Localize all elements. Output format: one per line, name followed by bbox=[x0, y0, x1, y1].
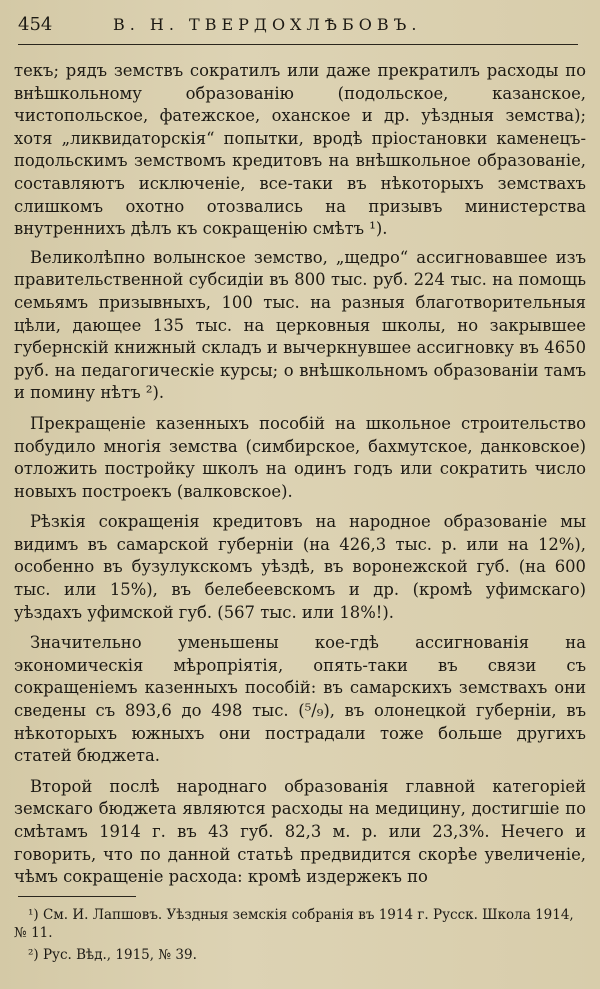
footnote-2: ²) Рус. Вѣд., 1915, № 39. bbox=[28, 947, 197, 963]
footnote-rule bbox=[18, 896, 136, 897]
paragraph-3: Прекращеніе казенныхъ пособій на школьное строительство побудило многія земства (симбирское, бахмутское, данковское) отложить постройку школъ на одинъ годъ или сократить число новыхъ построекъ (валковское). bbox=[14, 413, 586, 501]
footnotes bbox=[14, 906, 586, 968]
page-number: 454 bbox=[18, 14, 53, 35]
paragraph-2: Великолѣпно волынское земство, „щедро“ ассигновавшее изъ правительственной субсидіи въ 800 тыс. руб. 224 тыс. на помощь семьямъ призывныхъ, 100 тыс. на разныя благотворительныя цѣли, дающее 135 тыс. на церковныя школы, но закрывшее губернскій книжный складъ и вычеркнувшее ассигновку въ 4650 руб. на педагогическіе курсы; о внѣшкольномъ образованіи тамъ и помину нѣтъ ²). bbox=[14, 247, 586, 403]
page-body bbox=[14, 60, 586, 897]
header-rule bbox=[18, 44, 578, 45]
running-head: В. Н. ТВЕРДОХЛѢБОВЪ. bbox=[113, 15, 422, 34]
paragraph-5: Значительно уменьшены кое-гдѣ ассигнованія на экономическія мѣропріятія, опять-таки въ связи съ сокращеніемъ казенныхъ пособій: въ самарскихъ земствахъ они сведены съ 893,6 до 498 тыс. (⁵/₉), въ олонецкой губерніи, въ нѣкоторыхъ южныхъ они пострадали тоже больше другихъ статей бюджета. bbox=[14, 633, 586, 766]
page-header bbox=[18, 14, 578, 42]
footnote-1: ¹) См. И. Лапшовъ. Уѣздныя земскія собранія въ 1914 г. Русск. Школа 1914, № 11. bbox=[14, 907, 574, 941]
paragraph-6: Второй послѣ народнаго образованія главной категоріей земскаго бюджета являются расходы на медицину, достигшіе по смѣтамъ 1914 г. въ 43 губ. 82,3 м. р. или 23,3%. Нечего и говорить, что по данной статьѣ предвидится скорѣе увеличеніе, чѣмъ сокращеніе расхода: кромѣ издержекъ по bbox=[14, 776, 586, 887]
paragraph-4: Рѣзкія сокращенія кредитовъ на народное образованіе мы видимъ въ самарской губерніи (на 426,3 тыс. р. или на 12%), особенно въ бузулукскомъ уѣздѣ, въ воронежской губ. (на 600 тыс. или 15%), въ белебеевскомъ и др. (кромѣ уфимскаго) уѣздахъ уфимской губ. (567 тыс. или 18%!). bbox=[14, 512, 586, 622]
paragraph-1: текъ; рядъ земствъ сократилъ или даже прекратилъ расходы по внѣшкольному образованію (подольское, казанское, чистопольское, фатежское, оханское и др. уѣздныя земства); хотя „ликвидаторскія“ попытки, вродѣ пріостановки каменецъ-подольскимъ земствомъ кредитовъ на внѣшкольное образованіе, составляютъ исключеніе, все-таки въ нѣкоторыхъ земствахъ слишкомъ охотно отозвались на призывъ министерства внутреннихъ дѣлъ къ сокращенію смѣтъ ¹). bbox=[14, 61, 586, 239]
